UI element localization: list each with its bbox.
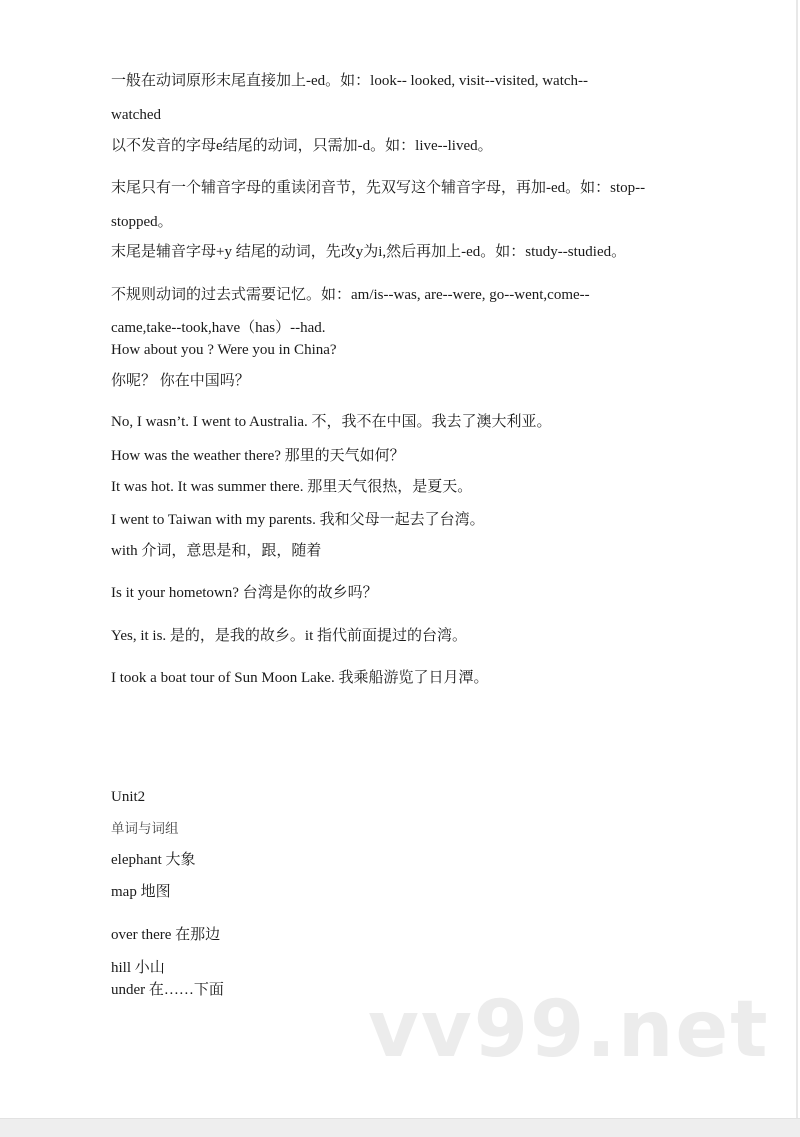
dialogue-line: I took a boat tour of Sun Moon Lake. 我乘船游览了日月潭。 bbox=[111, 670, 489, 686]
rule-irregular-continued: came,take--took,have（has）--had. bbox=[111, 320, 326, 336]
rule-double-consonant-continued: stopped。 bbox=[111, 214, 173, 230]
dialogue-line: Yes, it is. 是的，是我的故乡。it 指代前面提过的台湾。 bbox=[111, 628, 468, 644]
vocab-item: under 在……下面 bbox=[111, 982, 224, 998]
page-bottom-strip bbox=[0, 1118, 800, 1137]
rule-irregular: 不规则动词的过去式需要记忆。如：am/is--was, are--were, go--went,come-- bbox=[111, 287, 590, 303]
unit-heading: Unit2 bbox=[111, 789, 146, 805]
vocab-item: hill 小山 bbox=[111, 960, 165, 976]
dialogue-line-zh: 你呢？ 你在中国吗？ bbox=[111, 373, 250, 389]
dialogue-line-en: How about you ? Were you in China? bbox=[111, 342, 337, 358]
dialogue-line: Is it your hometown? 台湾是你的故乡吗？ bbox=[111, 585, 378, 601]
vocab-item: elephant 大象 bbox=[111, 852, 196, 868]
rule-regular-ed: 一般在动词原形末尾直接加上-ed。如：look-- looked, visit--visited, watch-- bbox=[111, 73, 589, 89]
vocab-note: with 介词，意思是和，跟，随着 bbox=[111, 543, 322, 559]
vocab-item: map 地图 bbox=[111, 884, 171, 900]
dialogue-line: I went to Taiwan with my parents. 我和父母一起去了台湾。 bbox=[111, 512, 485, 528]
dialogue-line: How was the weather there? 那里的天气如何？ bbox=[111, 448, 405, 464]
rule-consonant-y: 末尾是辅音字母+y 结尾的动词，先改y为i,然后再加上-ed。如：study--studied。 bbox=[111, 244, 627, 260]
section-heading-vocabulary: 单词与词组 bbox=[111, 821, 179, 837]
dialogue-line: No, I wasn’t. I went to Australia. 不，我不在中国。我去了澳大利亚。 bbox=[111, 414, 552, 430]
rule-silent-e: 以不发音的字母e结尾的动词，只需加-d。如：live--lived。 bbox=[111, 138, 493, 154]
watermark: vv99.net bbox=[368, 985, 770, 1075]
dialogue-line: It was hot. It was summer there. 那里天气很热，是夏天。 bbox=[111, 479, 473, 495]
vocab-item: over there 在那边 bbox=[111, 927, 221, 943]
rule-double-consonant: 末尾只有一个辅音字母的重读闭音节，先双写这个辅音字母，再加-ed。如：stop-- bbox=[111, 180, 646, 196]
rule-regular-ed-continued: watched bbox=[111, 107, 161, 123]
